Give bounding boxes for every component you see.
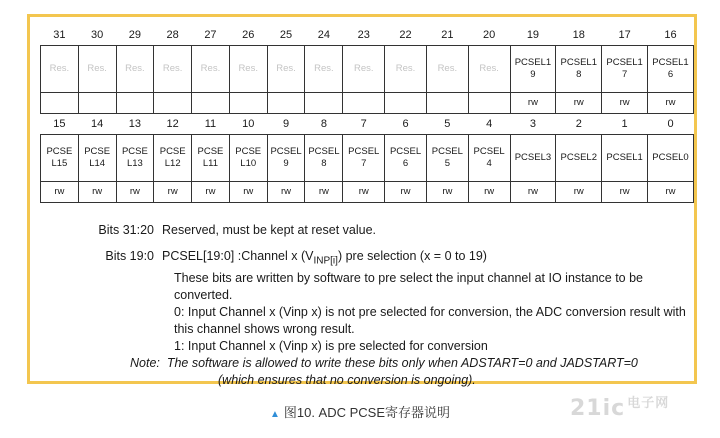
field-name-line-2: 9	[283, 158, 289, 169]
field-name-line-2: L12	[164, 158, 181, 169]
bit-number: 6	[402, 118, 409, 130]
reserved-access-cell	[343, 93, 385, 114]
reserved-access-cell	[267, 93, 305, 114]
reserved-field: Res.	[343, 46, 385, 93]
bit-number: 29	[128, 29, 142, 41]
field-name-line-1: PCSEL1	[514, 57, 552, 68]
access-type: rw	[305, 182, 343, 203]
field-name-line-1: PCSEL3	[514, 152, 552, 163]
reserved-field: Res.	[468, 46, 510, 93]
access-type: rw	[116, 182, 154, 203]
bit-number: 1	[621, 118, 628, 130]
access-type: rw	[602, 93, 648, 114]
reserved-field: Res.	[305, 46, 343, 93]
field-name-line-1: PCSE	[121, 146, 148, 157]
bit-number: 23	[357, 29, 370, 41]
access-type: rw	[343, 182, 385, 203]
bit-number: 8	[320, 118, 327, 130]
bit-number: 30	[91, 29, 104, 41]
caption-text: 图10. ADC PCSE寄存器说明	[283, 405, 451, 420]
bit-number: 16	[664, 29, 677, 41]
access-type: rw	[154, 182, 192, 203]
note-label: Note:	[130, 355, 160, 370]
bit-number: 18	[572, 29, 585, 41]
access-type: rw	[229, 182, 267, 203]
reserved-access-cell	[385, 93, 427, 114]
reserved-field: Res.	[385, 46, 427, 93]
reserved-access-cell	[468, 93, 510, 114]
triangle-icon: ▲	[269, 409, 280, 420]
field-name-line-1: PCSE	[46, 146, 73, 157]
bit-number: 9	[282, 118, 290, 130]
access-type: rw	[267, 182, 305, 203]
access-type: rw	[602, 182, 648, 203]
reserved-field: Res.	[78, 46, 116, 93]
field-name-line-2: L14	[89, 158, 106, 169]
pcsel-field	[556, 135, 602, 182]
field-name-line-2: 6	[667, 69, 674, 80]
field-name-line-2: 4	[486, 158, 492, 169]
reserved-access-cell	[305, 93, 343, 114]
field-name-line-2: 9	[530, 69, 536, 80]
bit-number: 14	[91, 118, 104, 130]
bit-number: 0	[667, 118, 674, 130]
field-name-line-2: L10	[240, 158, 257, 169]
field-name-line-1: PCSEL	[308, 146, 340, 157]
pcsel-field	[468, 135, 510, 182]
access-type: rw	[41, 182, 79, 203]
field-name-line-1: PCSEL1	[606, 57, 643, 68]
field-name-line-1: PCSEL1	[560, 57, 597, 68]
bit-number: 4	[486, 118, 493, 130]
reserved-field: Res.	[192, 46, 230, 93]
field-name-line-2: L13	[126, 158, 143, 169]
field-name-line-1: PCSEL1	[606, 152, 643, 163]
desc-line-3: 0: Input Channel x (Vinp x) is not pre selected for conversion, the ADC conversion result with	[174, 304, 686, 319]
field-name-line-1: PCSEL	[431, 146, 463, 157]
bit-number: 13	[128, 118, 142, 130]
bit-number: 24	[317, 29, 331, 41]
field-name-line-1: PCSE	[235, 146, 262, 157]
pcsel-field	[648, 135, 694, 182]
register-frame	[27, 14, 697, 387]
pcsel-field	[116, 135, 154, 182]
pcsel-field	[41, 135, 79, 182]
access-type: rw	[426, 182, 468, 203]
access-type: rw	[78, 182, 116, 203]
desc-line-5: 1: Input Channel x (Vinp x) is pre selected for conversion	[174, 338, 488, 353]
pcsel-field	[229, 135, 267, 182]
field-name-line-2: L11	[202, 158, 219, 169]
access-type: rw	[510, 182, 556, 203]
reserved-field: Res.	[41, 46, 79, 93]
access-type: rw	[648, 93, 694, 114]
bit-number: 17	[618, 29, 631, 41]
field-name-line-2: 7	[621, 69, 628, 80]
field-name-line-1: PCSEL1	[652, 57, 689, 68]
pcsel-field	[426, 135, 468, 182]
watermark-logo: 21ic $^{电子网}$	[570, 396, 670, 421]
bit-number: 10	[242, 118, 255, 130]
bits-31-20-text: Reserved, must be kept at reset value.	[162, 223, 376, 237]
reserved-field: Res.	[154, 46, 192, 93]
pcsel-field	[385, 135, 427, 182]
field-name-line-1: PCSEL	[473, 146, 505, 157]
reserved-access-cell	[116, 93, 154, 114]
reserved-access-cell	[154, 93, 192, 114]
bit-number: 26	[242, 29, 255, 41]
bit-number: 5	[444, 118, 451, 130]
bit-number: 15	[53, 118, 66, 130]
note	[130, 355, 686, 389]
bit-number: 22	[399, 29, 412, 41]
reserved-field: Res.	[116, 46, 154, 93]
bit-number: 19	[526, 29, 540, 41]
note-line-1: The software is allowed to write these bits only when ADSTART=0 and JADSTART=0	[166, 355, 638, 370]
field-name-line-1: PCSE	[159, 146, 186, 157]
access-type: rw	[556, 182, 602, 203]
pcsel-field	[192, 135, 230, 182]
field-name-line-1: PCSEL	[348, 146, 380, 157]
register-bit-table	[40, 25, 694, 203]
pcsel-field	[510, 46, 556, 93]
bits-31-20-row	[86, 222, 686, 239]
field-name-line-1: PCSE	[84, 146, 111, 157]
reserved-access-cell	[426, 93, 468, 114]
desc-line-4: this channel shows wrong result.	[174, 321, 355, 336]
bit-number: 7	[360, 118, 367, 130]
register-description	[86, 222, 686, 389]
reserved-field: Res.	[267, 46, 305, 93]
reserved-access-cell	[78, 93, 116, 114]
field-name-line-1: PCSEL	[389, 146, 422, 157]
bit-number: 2	[575, 118, 582, 130]
bits-19-0-title: PCSEL[19:0] :Channel x $(V_{INP[i]})$ pre selection (x = 0 to 19)	[162, 249, 487, 267]
desc-line-2: converted.	[174, 287, 233, 302]
desc-line-1: These bits are written by software to pre select the input channel at IO instance to be	[174, 270, 644, 285]
access-type: rw	[556, 93, 602, 114]
bit-number: 3	[529, 118, 536, 130]
field-name-line-1: PCSE	[197, 146, 224, 157]
bit-number: 11	[204, 118, 217, 130]
bits-31-20-label: Bits 31:20	[98, 223, 154, 237]
pcsel-field	[305, 135, 343, 182]
pcsel-field	[78, 135, 116, 182]
pcsel-field	[510, 135, 556, 182]
pcsel-field	[602, 46, 648, 93]
pcsel-field	[154, 135, 192, 182]
field-name-line-1: PCSEL	[270, 146, 302, 157]
access-type: rw	[648, 182, 694, 203]
pcsel-field	[648, 46, 694, 93]
bits-19-0-label: Bits 19:0	[105, 249, 154, 263]
bit-number: 25	[279, 29, 293, 41]
access-type: rw	[385, 182, 427, 203]
field-name-line-2: 5	[444, 158, 450, 169]
reserved-access-cell	[192, 93, 230, 114]
access-type: rw	[468, 182, 510, 203]
field-name-line-1: PCSEL0	[652, 152, 689, 163]
bit-number: 27	[204, 29, 217, 41]
access-type: rw	[510, 93, 556, 114]
field-name-line-2: 6	[402, 158, 409, 169]
bit-number: 12	[166, 118, 179, 130]
access-type: rw	[192, 182, 230, 203]
field-name-line-2: 7	[361, 158, 367, 169]
field-name-line-2: 8	[321, 158, 327, 169]
bit-number: 31	[53, 29, 66, 41]
bit-number: 28	[166, 29, 179, 41]
pcsel-field	[556, 46, 602, 93]
bits-19-0-row	[86, 248, 686, 270]
bit-number: 21	[441, 29, 454, 41]
reserved-access-cell	[229, 93, 267, 114]
pcsel-field	[267, 135, 305, 182]
pcsel-field	[343, 135, 385, 182]
field-name-line-2: L15	[51, 158, 68, 169]
bit-number: 20	[483, 29, 496, 41]
reserved-access-cell	[41, 93, 79, 114]
field-name-line-2: 8	[576, 69, 582, 80]
reserved-field: Res.	[229, 46, 267, 93]
pcsel-field	[602, 135, 648, 182]
reserved-field: Res.	[426, 46, 468, 93]
field-name-line-1: PCSEL2	[560, 152, 597, 163]
note-line-2: (which ensures that no conversion is ongoing).	[218, 372, 476, 387]
